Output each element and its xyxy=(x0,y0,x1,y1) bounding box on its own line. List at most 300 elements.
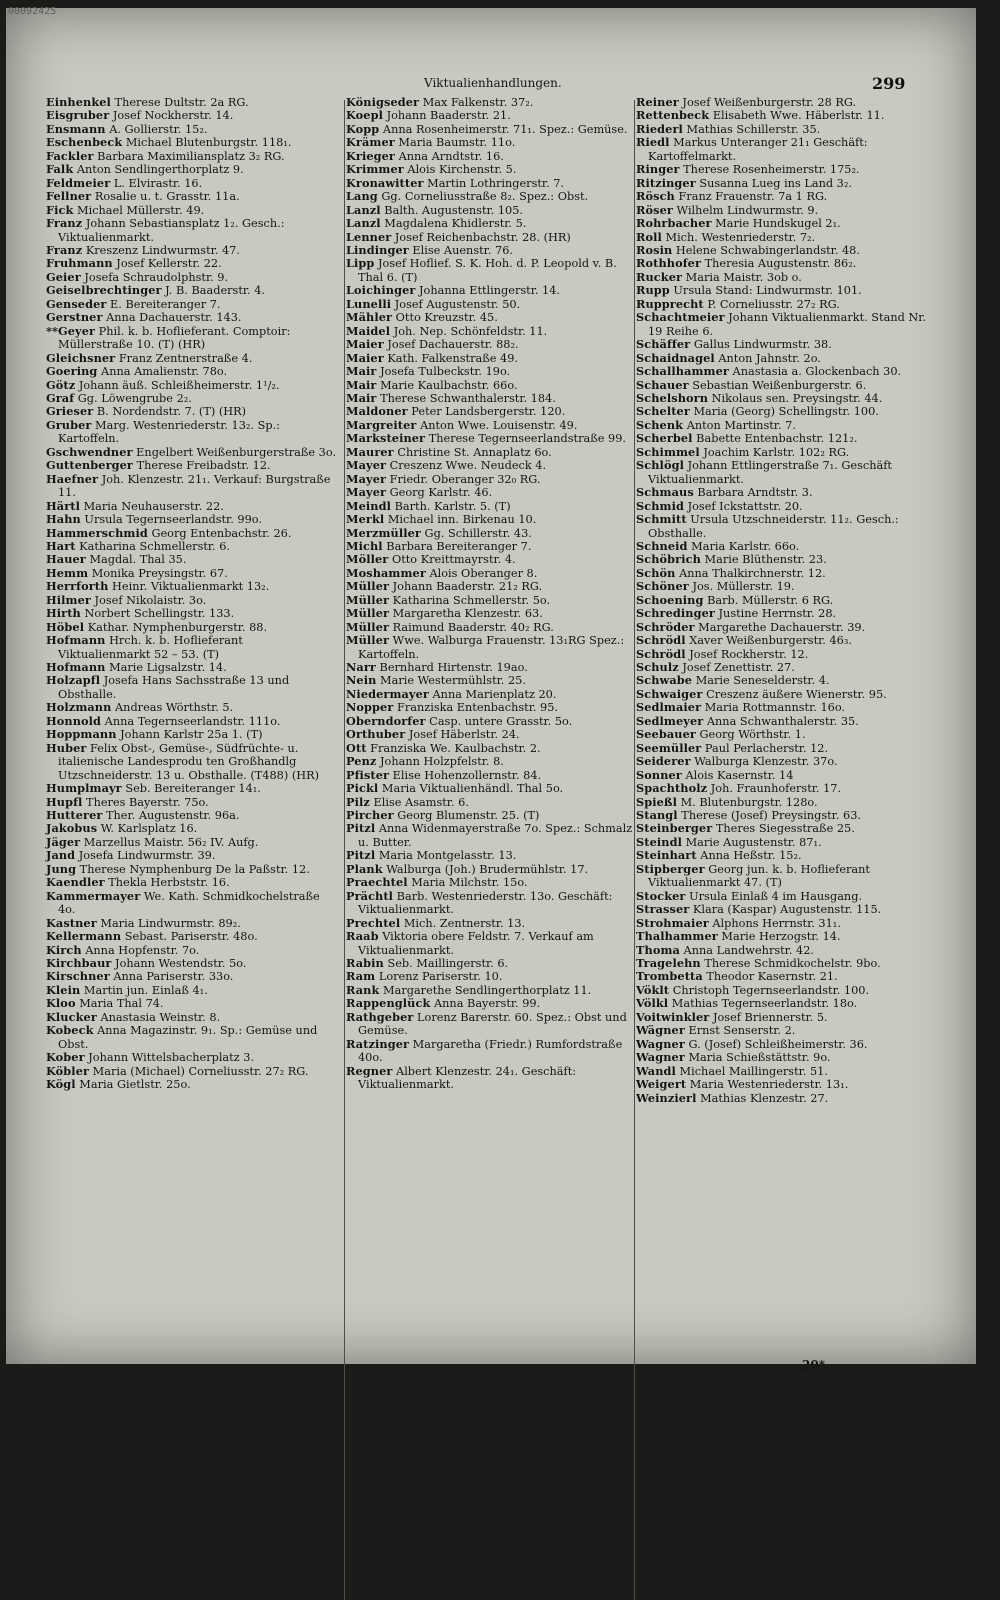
entry-details: Ursula Stand: Lindwurmstr. 101. xyxy=(673,284,862,298)
entry-surname: Röser xyxy=(636,202,673,217)
entry-details: Marie Seneselderstr. 4. xyxy=(695,674,830,688)
entry-details: Alois Oberanger 8. xyxy=(429,566,538,580)
directory-entry xyxy=(46,836,338,849)
entry-details: Johann Viktualienmarkt. Stand Nr. 19 Reihe 6. xyxy=(648,311,927,338)
entry-surname: Schenk xyxy=(636,417,684,432)
entry-details: Wwe. Walburga Frauenstr. 13₁RG Spez.: Kartoffeln. xyxy=(358,634,625,661)
directory-entry xyxy=(346,567,638,580)
entry-surname: Königseder xyxy=(346,95,420,109)
entry-surname: Rucker xyxy=(636,269,683,284)
entry-details: Johann Baaderstr. 21₂ RG. xyxy=(392,580,543,594)
entry-details: Nikolaus sen. Preysingstr. 44. xyxy=(711,391,883,405)
entry-surname: Thalhammer xyxy=(636,929,718,944)
directory-entry xyxy=(346,580,638,593)
entry-details: Mathias Klenzestr. 27. xyxy=(700,1091,829,1105)
entry-details: Friedr. Oberanger 32₀ RG. xyxy=(389,472,541,486)
entry-details: Alois Kasernstr. 14 xyxy=(685,768,794,782)
entry-details: Ernst Senserstr. 2. xyxy=(688,1024,796,1038)
entry-details: Josef Kellerstr. 22. xyxy=(116,257,222,271)
entry-surname: Eisgruber xyxy=(46,108,110,123)
entry-details: Marie Westermühlstr. 25. xyxy=(380,674,526,688)
entry-details: Georg Karlstr. 46. xyxy=(389,486,493,500)
directory-entry xyxy=(346,769,638,782)
directory-entry xyxy=(46,1024,338,1051)
entry-surname: Höbel xyxy=(46,619,85,634)
directory-entry xyxy=(346,728,638,741)
entry-surname: Margreiter xyxy=(346,417,417,432)
entry-details: Martin Lothringerstr. 7. xyxy=(427,176,565,190)
entry-surname: Vöklt xyxy=(636,982,670,997)
entry-details: Margarethe Sendlingerthorplatz 11. xyxy=(383,983,592,997)
directory-entry xyxy=(46,1065,338,1078)
entry-surname: Wagner xyxy=(636,1036,685,1051)
entry-details: Josef Dachauerstr. 88₂. xyxy=(387,338,519,352)
entry-details: Maria (Michael) Corneliusstr. 27₂ RG. xyxy=(92,1064,309,1078)
directory-entry xyxy=(46,298,338,311)
entry-surname: Maldoner xyxy=(346,404,408,419)
entry-surname: Hirth xyxy=(46,606,81,621)
entry-surname: Honnold xyxy=(46,713,102,728)
entry-details: Wilhelm Lindwurmstr. 9. xyxy=(676,203,819,217)
entry-surname: Jakobus xyxy=(46,821,98,836)
entry-surname: Goering xyxy=(46,364,98,379)
entry-surname: Kögl xyxy=(46,1077,76,1092)
entry-surname: Schoening xyxy=(636,592,704,607)
entry-surname: **Geyer xyxy=(46,323,96,338)
entry-surname: Strasser xyxy=(636,902,690,917)
directory-entry xyxy=(636,944,928,957)
directory-entry xyxy=(636,580,928,593)
entry-surname: Schön xyxy=(636,565,676,580)
entry-details: Katharina Schmellerstr. 5o. xyxy=(392,593,551,607)
entry-surname: Schäffer xyxy=(636,337,691,352)
entry-surname: Regner xyxy=(346,1063,393,1078)
directory-entry xyxy=(46,876,338,889)
directory-entry xyxy=(46,567,338,580)
directory-entry xyxy=(636,728,928,741)
entry-details: Anna Rosenheimerstr. 71₁. Spez.: Gemüse. xyxy=(382,122,628,136)
entry-surname: Gschwendner xyxy=(46,444,133,459)
running-title: Viktualienhandlungen. xyxy=(424,76,562,90)
entry-details: Hrch. k. b. Hoflieferant Viktualienmarkt 52 – 53. (T) xyxy=(58,634,243,661)
entry-details: Katharina Schmellerstr. 6. xyxy=(79,539,231,553)
directory-entry xyxy=(46,365,338,378)
directory-entry xyxy=(636,405,928,418)
directory-entry xyxy=(346,527,638,540)
directory-entry xyxy=(636,661,928,674)
entry-surname: Schachtmeier xyxy=(636,310,725,325)
entry-details: Kathar. Nymphenburgerstr. 88. xyxy=(87,620,268,634)
entry-surname: Kobeck xyxy=(46,1023,94,1038)
directory-entry xyxy=(346,150,638,163)
directory-entry xyxy=(46,984,338,997)
entry-surname: Falk xyxy=(46,162,74,177)
directory-entry xyxy=(46,782,338,795)
directory-entry xyxy=(636,796,928,809)
entry-surname: Stangl xyxy=(636,808,678,823)
entry-surname: Hilmer xyxy=(46,592,91,607)
entry-surname: Lenner xyxy=(346,229,392,244)
entry-surname: Weinzierl xyxy=(636,1090,697,1105)
directory-entry xyxy=(46,311,338,324)
entry-details: Therese Dultstr. 2a RG. xyxy=(114,96,249,109)
entry-details: Gg. Corneliusstraße 8₂. Spez.: Obst. xyxy=(381,190,589,204)
directory-entry xyxy=(46,190,338,203)
entry-details: Susanna Lueg ins Land 3₂. xyxy=(699,176,852,190)
entry-details: Anna Thalkirchnerstr. 12. xyxy=(679,566,826,580)
directory-entry xyxy=(636,917,928,930)
entry-surname: Ensmann xyxy=(46,121,106,136)
entry-surname: Riederl xyxy=(636,121,683,136)
directory-entry xyxy=(636,903,928,916)
entry-details: Creszenz äußere Wienerstr. 95. xyxy=(706,687,887,701)
directory-entry xyxy=(46,701,338,714)
directory-entry xyxy=(636,446,928,459)
entry-surname: Rettenbeck xyxy=(636,108,710,123)
directory-entry xyxy=(346,701,638,714)
directory-entry xyxy=(346,540,638,553)
entry-details: Magdalena Khidlerstr. 5. xyxy=(384,217,527,231)
directory-entry xyxy=(636,379,928,392)
entry-details: Barb. Müllerstr. 6 RG. xyxy=(707,593,834,607)
directory-entry xyxy=(636,648,928,661)
entry-details: Ther. Augustenstr. 96a. xyxy=(106,809,240,823)
entry-details: Joh. Klenzestr. 21₁. Verkauf: Burgstraße 11. xyxy=(58,472,331,500)
entry-surname: Müller xyxy=(346,592,390,607)
directory-entry xyxy=(636,701,928,714)
directory-entry xyxy=(346,405,638,418)
entry-surname: Hart xyxy=(46,538,76,553)
entry-details: Anna Hopfenstr. 7o. xyxy=(85,943,200,957)
entry-details: Josef Ickstattstr. 20. xyxy=(687,499,803,513)
entry-details: Josefa Lindwurmstr. 39. xyxy=(78,849,216,863)
directory-entry xyxy=(346,755,638,768)
entry-surname: Lang xyxy=(346,189,378,204)
entry-details: Maria Neuhauserstr. 22. xyxy=(83,499,224,513)
entry-surname: Rohrbacher xyxy=(636,216,712,231)
entry-surname: Gleichsner xyxy=(46,350,116,365)
entry-details: Franziska We. Kaulbachstr. 2. xyxy=(370,741,541,755)
directory-entry xyxy=(46,742,338,782)
entry-surname: Kronawitter xyxy=(346,175,424,190)
directory-entry xyxy=(636,755,928,768)
entry-surname: Steinberger xyxy=(636,821,713,836)
entry-surname: Hauer xyxy=(46,552,86,567)
entry-details: Mathias Schillerstr. 35. xyxy=(686,122,821,136)
entry-surname: Steinhart xyxy=(636,848,697,863)
entry-details: Bernhard Hirtenstr. 19ao. xyxy=(379,661,528,675)
entry-details: Raimund Baaderstr. 40₂ RG. xyxy=(392,620,554,634)
directory-entry xyxy=(46,109,338,122)
entry-details: Marie Kaulbachstr. 66o. xyxy=(380,378,518,392)
entry-details: Michael Maillingerstr. 51. xyxy=(679,1064,828,1078)
entry-details: Lorenz Barerstr. 60. Spez.: Obst und Gemüse. xyxy=(358,1010,627,1038)
entry-details: Joh. Fraunhoferstr. 17. xyxy=(710,782,842,796)
entry-details: Anastasia a. Glockenbach 30. xyxy=(732,365,902,379)
entry-details: Alphons Herrnstr. 31₁. xyxy=(712,916,841,930)
entry-surname: Schelter xyxy=(636,404,690,419)
directory-entry xyxy=(636,1038,928,1051)
directory-entry xyxy=(636,244,928,257)
entry-details: Alois Kirchenstr. 5. xyxy=(407,163,517,177)
entry-surname: Mair xyxy=(346,377,377,392)
entry-surname: Kammermayer xyxy=(46,888,141,903)
entry-surname: Lunelli xyxy=(346,296,392,311)
entry-details: Anna Arndtstr. 16. xyxy=(398,149,504,163)
entry-surname: Müller xyxy=(346,606,390,621)
entry-surname: Oberndorfer xyxy=(346,713,426,728)
entry-surname: Hofmann xyxy=(46,660,106,675)
directory-entry xyxy=(636,1092,928,1105)
directory-entry xyxy=(346,863,638,876)
entry-surname: Pitzl xyxy=(346,848,376,863)
directory-entry xyxy=(636,419,928,432)
directory-entry xyxy=(46,1078,338,1091)
entry-surname: Maier xyxy=(346,350,384,365)
entry-details: B. Nordendstr. 7. (T) (HR) xyxy=(96,405,247,419)
page-number: 299 xyxy=(872,74,906,93)
entry-surname: Hofmann xyxy=(46,633,106,648)
directory-entry xyxy=(636,809,928,822)
directory-entry xyxy=(636,553,928,566)
entry-surname: Krieger xyxy=(346,148,395,163)
directory-entry xyxy=(46,957,338,970)
scan-id: 00092425 xyxy=(8,6,57,17)
directory-entry xyxy=(46,970,338,983)
entry-details: Phil. k. b. Hoflieferant. Comptoir: Müllerstraße 10. (T) (HR) xyxy=(58,324,291,352)
entry-surname: Mayer xyxy=(346,471,387,486)
entry-details: Marie Hundskugel 2₁. xyxy=(715,217,841,231)
directory-entry xyxy=(636,392,928,405)
entry-surname: Lipp xyxy=(346,256,375,271)
entry-details: Maria Rottmannstr. 16o. xyxy=(704,701,846,715)
entry-surname: Schneid xyxy=(636,538,688,553)
directory-entry xyxy=(46,849,338,862)
entry-details: Barb. Westenriederstr. 13o. Geschäft: Viktualienmarkt. xyxy=(358,889,613,917)
entry-surname: Hahn xyxy=(46,512,81,527)
entry-surname: Trombetta xyxy=(636,969,703,984)
entry-surname: Herrforth xyxy=(46,579,109,594)
entry-surname: Moshammer xyxy=(346,565,426,580)
entry-details: Rosalie u. t. Grasstr. 11a. xyxy=(94,190,240,204)
entry-surname: Raab xyxy=(346,929,379,944)
entry-details: Margaretha (Friedr.) Rumfordstraße 40o. xyxy=(358,1037,623,1065)
entry-details: Anna Schwanthalerstr. 35. xyxy=(706,714,859,728)
directory-entry xyxy=(346,257,638,284)
entry-surname: Schmitt xyxy=(636,512,687,527)
directory-entry xyxy=(346,486,638,499)
entry-surname: Plank xyxy=(346,861,383,876)
entry-surname: Pfister xyxy=(346,767,390,782)
directory-entry xyxy=(346,930,638,957)
entry-surname: Rupprecht xyxy=(636,296,704,311)
entry-surname: Jand xyxy=(46,848,76,863)
entry-details: Ursula Einlaß 4 im Hausgang. xyxy=(689,889,863,903)
entry-details: Margaretha Klenzestr. 63. xyxy=(392,607,543,621)
directory-entry xyxy=(346,984,638,997)
entry-surname: Mähler xyxy=(346,310,393,325)
entry-details: Otto Kreuzstr. 45. xyxy=(395,311,498,325)
entry-details: Gg. Löwengrube 2₂. xyxy=(77,391,192,405)
entry-surname: Genseder xyxy=(46,296,107,311)
directory-entry xyxy=(636,863,928,890)
entry-surname: Mayer xyxy=(346,485,387,500)
entry-surname: Reiner xyxy=(636,95,679,109)
directory-entry xyxy=(346,742,638,755)
entry-details: Mich. Zentnerstr. 13. xyxy=(403,916,526,930)
directory-entry xyxy=(636,177,928,190)
entry-details: Paul Perlacherstr. 12. xyxy=(704,741,829,755)
entry-details: Anton Wwe. Louisenstr. 49. xyxy=(420,418,578,432)
entry-details: Marg. Westenriederstr. 13₂. Sp.: Kartoffeln. xyxy=(58,418,280,446)
directory-entry xyxy=(636,742,928,755)
directory-entry xyxy=(46,284,338,297)
directory-entry xyxy=(636,311,928,338)
directory-entry xyxy=(636,607,928,620)
entry-details: Barbara Arndtstr. 3. xyxy=(697,486,813,500)
column-divider xyxy=(344,100,345,1600)
entry-details: Maria Montgelasstr. 13. xyxy=(378,849,517,863)
directory-entry xyxy=(46,352,338,365)
directory-entry xyxy=(46,621,338,634)
entry-surname: Nopper xyxy=(346,700,394,715)
directory-entry xyxy=(346,1065,638,1092)
entry-details: Johann Karlstr 25a 1. (T) xyxy=(120,728,263,742)
directory-entry xyxy=(346,661,638,674)
entry-details: Maria Karlstr. 66o. xyxy=(691,539,800,553)
entry-details: Marzellus Maistr. 56₂ IV. Aufg. xyxy=(83,835,259,849)
directory-entry xyxy=(636,459,928,486)
directory-entry xyxy=(346,190,638,203)
directory-entry xyxy=(46,527,338,540)
entry-surname: Schlögl xyxy=(636,458,684,473)
entry-details: Babette Entenbachstr. 121₂. xyxy=(696,432,858,446)
directory-entry xyxy=(346,446,638,459)
directory-entry xyxy=(46,634,338,661)
entry-surname: Thoma xyxy=(636,942,680,957)
entry-details: Andreas Wörthstr. 5. xyxy=(115,701,234,715)
entry-details: Maria Maistr. 3ob o. xyxy=(685,270,802,284)
entry-details: Georg Blumenstr. 25. (T) xyxy=(397,809,540,823)
entry-surname: Michl xyxy=(346,538,383,553)
entry-surname: Fruhmann xyxy=(46,256,113,271)
directory-entry xyxy=(636,594,928,607)
directory-entry xyxy=(346,325,638,338)
entry-surname: Ringer xyxy=(636,162,680,177)
entry-details: P. Corneliusstr. 27₂ RG. xyxy=(707,297,840,311)
entry-surname: Schimmel xyxy=(636,444,700,459)
entry-details: Maria Schießstättstr. 9o. xyxy=(688,1051,831,1065)
directory-entry xyxy=(46,136,338,149)
entry-surname: Fellner xyxy=(46,189,92,204)
entry-details: Casp. untere Grasstr. 5o. xyxy=(429,714,573,728)
directory-entry xyxy=(346,688,638,701)
entry-surname: Maurer xyxy=(346,444,394,459)
entry-surname: Kastner xyxy=(46,915,97,930)
entry-surname: Einhenkel xyxy=(46,95,111,109)
entry-details: Therese Rosenheimerstr. 175₂. xyxy=(683,163,860,177)
entry-surname: Rappenglück xyxy=(346,996,431,1011)
entry-details: Albert Klenzestr. 24₁. Geschäft: Viktualienmarkt. xyxy=(358,1064,577,1092)
entry-surname: Penz xyxy=(346,754,377,769)
entry-details: Anna Magazinstr. 9₁. Sp.: Gemüse und Obst. xyxy=(58,1024,318,1051)
entry-details: Markus Unteranger 21₁ Geschäft: Kartoffelmarkt. xyxy=(648,136,868,163)
entry-details: Balth. Augustenstr. 105. xyxy=(384,203,523,217)
entry-surname: Härtl xyxy=(46,498,80,513)
entry-surname: Prechtel xyxy=(346,915,401,930)
entry-surname: Schrödl xyxy=(636,633,686,648)
entry-details: Franz Zentnerstraße 4. xyxy=(118,351,253,365)
entry-details: We. Kath. Schmidkochelstraße 4o. xyxy=(58,889,320,917)
directory-entry xyxy=(636,849,928,862)
directory-entry xyxy=(636,634,928,647)
entry-surname: Lanzl xyxy=(346,216,381,231)
entry-details: G. (Josef) Schleißheimerstr. 36. xyxy=(688,1037,868,1051)
directory-entry xyxy=(46,661,338,674)
directory-entry xyxy=(46,1051,338,1064)
directory-entry xyxy=(346,594,638,607)
entry-details: Walburga Klenzestr. 37o. xyxy=(694,755,838,769)
directory-entry xyxy=(346,311,638,324)
directory-entry xyxy=(636,486,928,499)
directory-entry xyxy=(346,607,638,620)
directory-entry xyxy=(636,957,928,970)
entry-surname: Riedl xyxy=(636,135,670,150)
entry-details: Josef Häberlstr. 24. xyxy=(408,728,520,742)
directory-entry xyxy=(636,298,928,311)
entry-surname: Kirschner xyxy=(46,969,110,984)
entry-details: A. Gollierstr. 15₂. xyxy=(109,122,208,136)
entry-surname: Franz xyxy=(46,216,83,231)
entry-details: Maria Viktualienhändl. Thal 5o. xyxy=(381,782,564,796)
directory-entry xyxy=(346,392,638,405)
directory-entry xyxy=(46,715,338,728)
entry-surname: Kloo xyxy=(46,996,76,1011)
entry-surname: Tragelehn xyxy=(636,956,701,970)
entry-surname: Mair xyxy=(346,364,377,379)
entry-surname: Rathgeber xyxy=(346,1009,414,1024)
entry-surname: Schulz xyxy=(636,660,679,675)
entry-details: Maria Thal 74. xyxy=(79,997,164,1011)
entry-surname: Strohmaier xyxy=(636,915,709,930)
entry-details: Ursula Utzschneiderstr. 11₂. Gesch.: Obsthalle. xyxy=(648,513,899,540)
directory-entry xyxy=(636,822,928,835)
entry-surname: Huber xyxy=(46,740,87,755)
entry-details: Sebastian Weißenburgerstr. 6. xyxy=(692,378,867,392)
entry-surname: Weigert xyxy=(636,1077,687,1092)
entry-surname: Rösch xyxy=(636,189,675,204)
entry-surname: Schallhammer xyxy=(636,364,729,379)
column-2 xyxy=(346,96,638,1092)
directory-entry xyxy=(346,553,638,566)
entry-details: Creszenz Wwe. Neudeck 4. xyxy=(389,459,547,473)
entry-surname: Franz xyxy=(46,242,83,257)
entry-details: Kreszenz Lindwurmstr. 47. xyxy=(85,243,240,257)
entry-surname: Voitwinkler xyxy=(636,1009,710,1024)
directory-entry xyxy=(636,1051,928,1064)
column-3 xyxy=(636,96,928,1105)
entry-details: Josef Nockherstr. 14. xyxy=(112,109,234,123)
entry-surname: Kober xyxy=(46,1050,85,1065)
entry-surname: Stocker xyxy=(636,888,686,903)
entry-surname: Kirchbaur xyxy=(46,956,112,970)
entry-details: Theres Siegesstraße 25. xyxy=(715,822,855,836)
entry-surname: Schauer xyxy=(636,377,689,392)
entry-details: Maria Westenriederstr. 13₁. xyxy=(689,1078,849,1092)
entry-surname: Seebauer xyxy=(636,727,696,742)
entry-details: Anton Martinstr. 7. xyxy=(686,418,796,432)
directory-entry xyxy=(636,513,928,540)
